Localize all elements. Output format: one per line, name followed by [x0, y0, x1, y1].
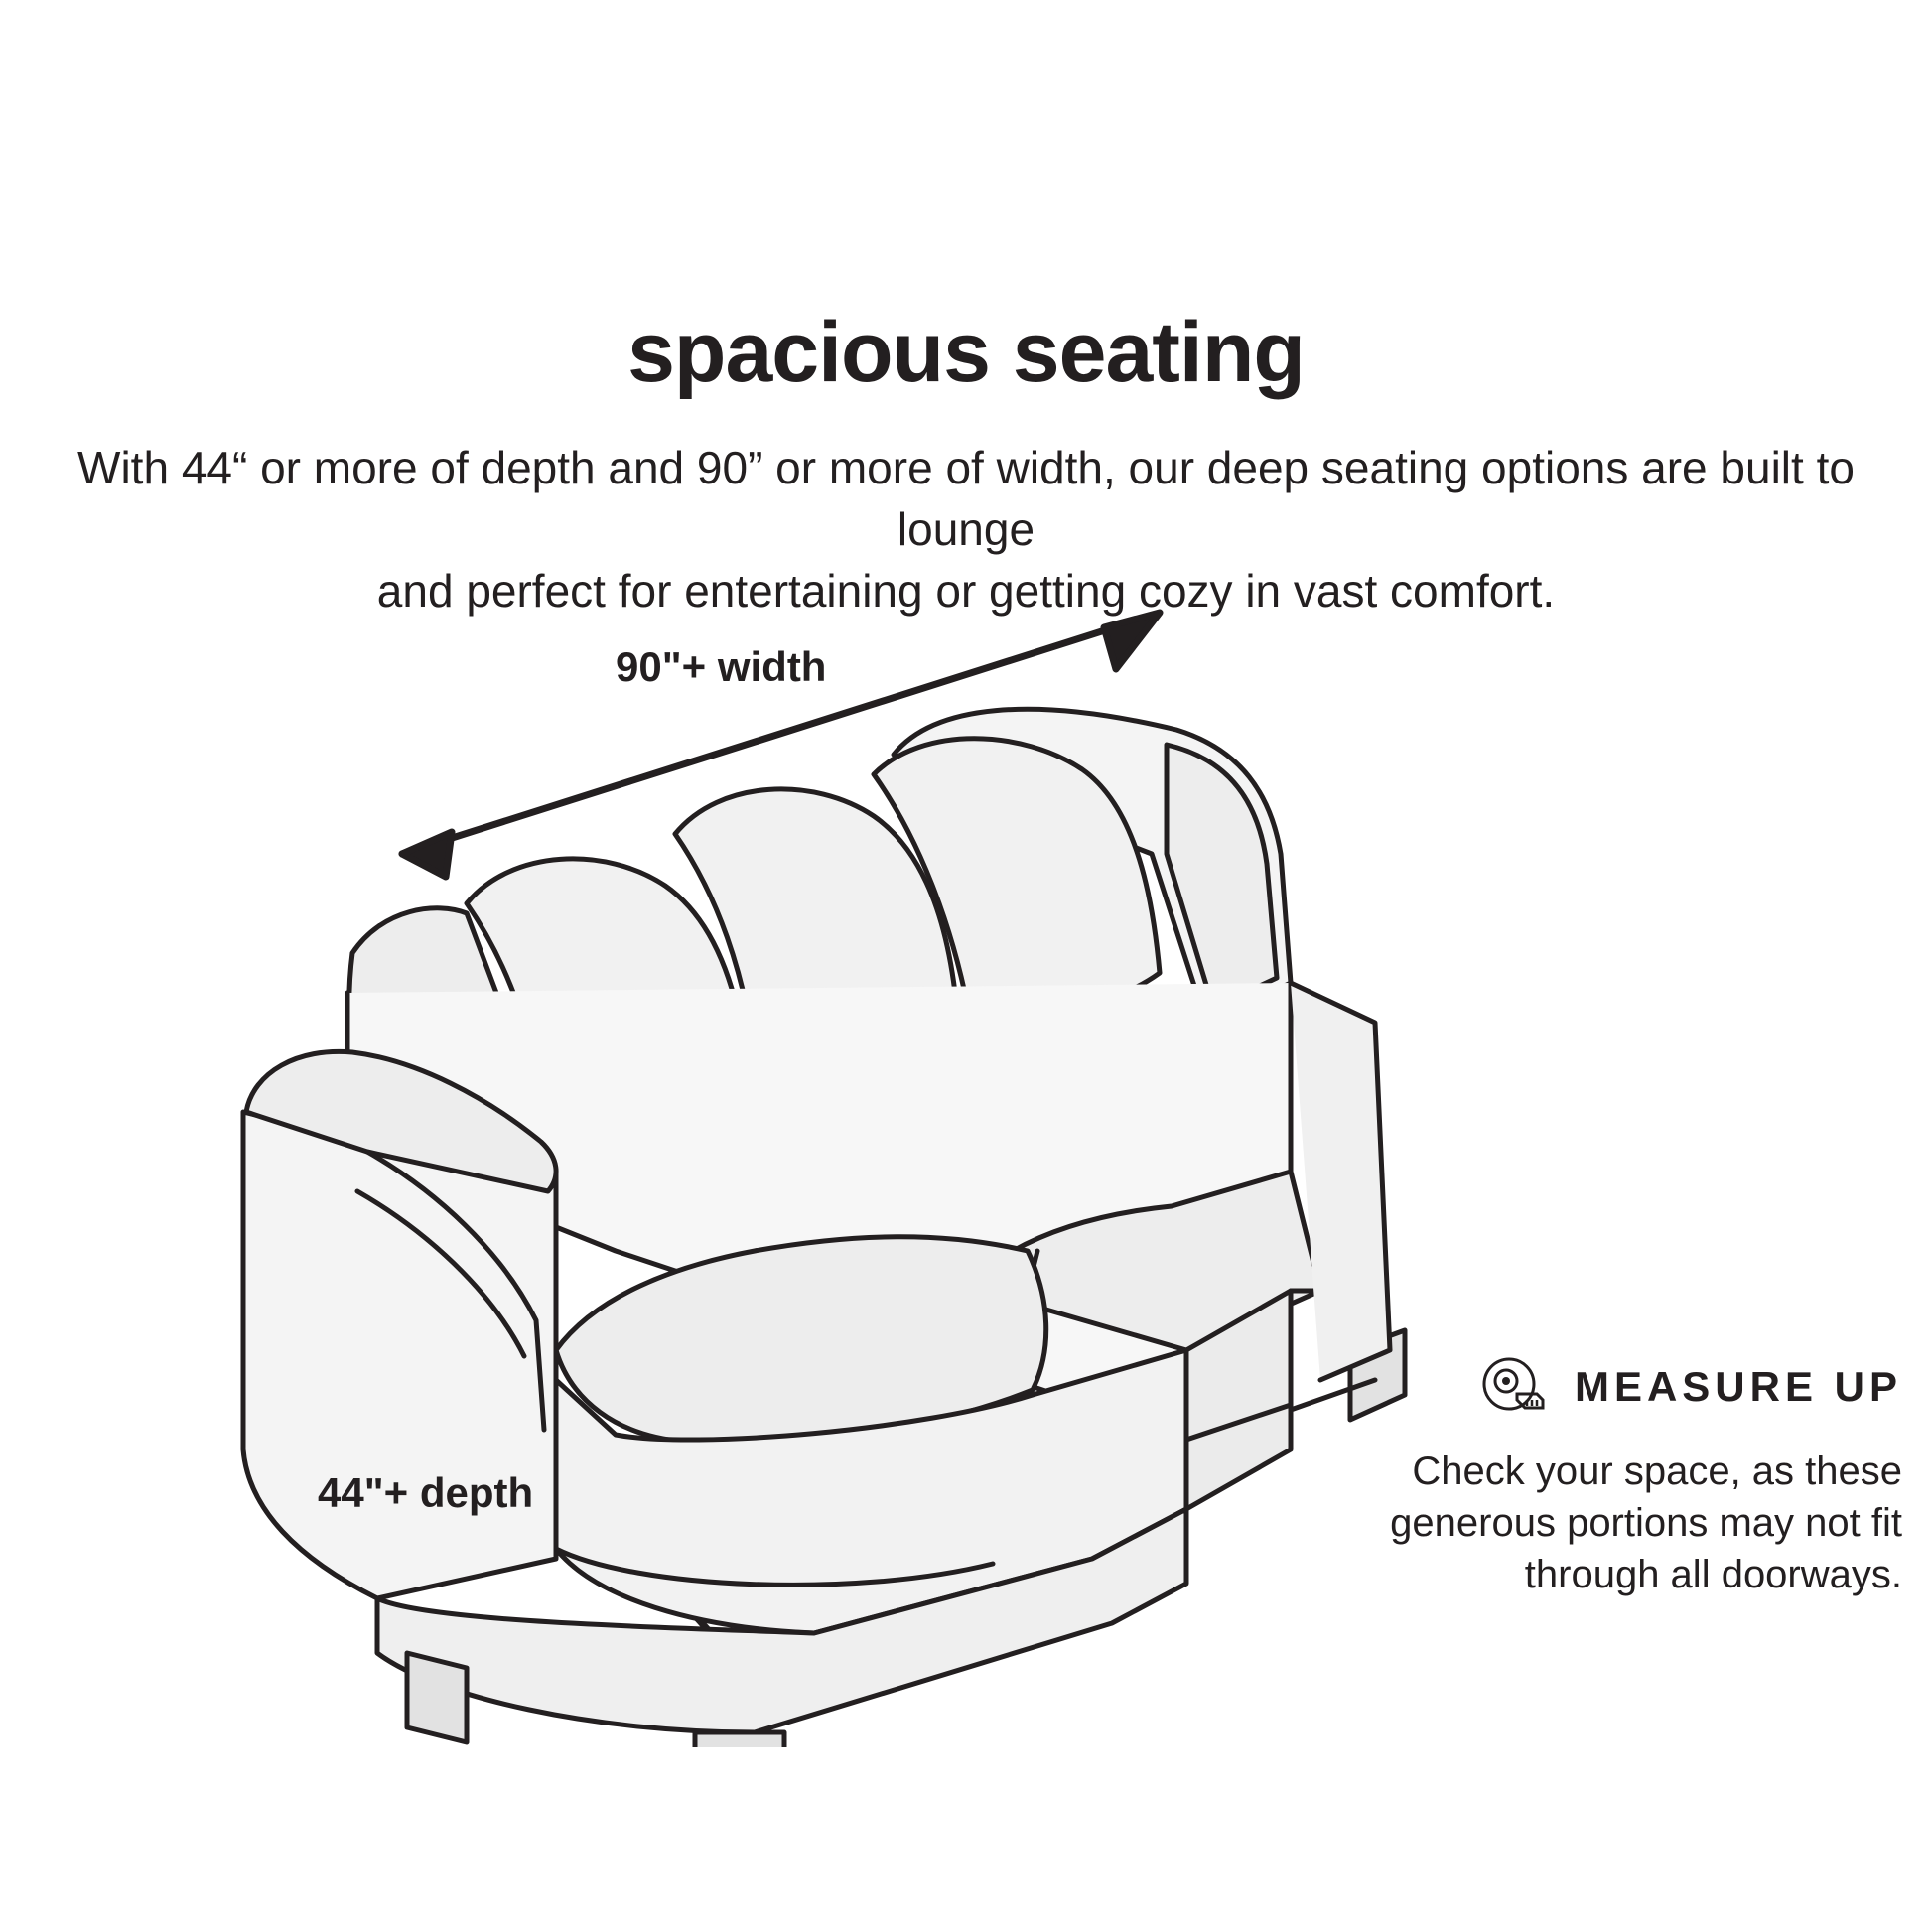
- depth-dimension-label: 44"+ depth: [318, 1469, 534, 1516]
- measure-up-line-3: through all doorways.: [1524, 1553, 1902, 1596]
- measure-up-body: [1346, 1446, 1902, 1600]
- page-title: spacious seating: [627, 305, 1305, 400]
- measure-up-callout: [1346, 1350, 1902, 1600]
- sofa-leg-left: [407, 1653, 467, 1742]
- sofa-leg-front: [695, 1732, 784, 1747]
- description-line-2: and perfect for entertaining or getting cozy in vast comfort.: [376, 565, 1556, 618]
- description-line-1: With 44“ or more of depth and 90” or more of width, our deep seating options are built to lounge: [77, 442, 1855, 556]
- measure-up-title: MEASURE UP: [1574, 1363, 1902, 1410]
- measure-up-line-1: Check your space, as these: [1412, 1449, 1902, 1493]
- measure-up-line-2: generous portions may not fit: [1390, 1501, 1902, 1545]
- measure-up-header: [1346, 1350, 1902, 1424]
- tape-measure-icon: [1479, 1350, 1553, 1424]
- width-dimension-label: 90"+ width: [616, 643, 827, 690]
